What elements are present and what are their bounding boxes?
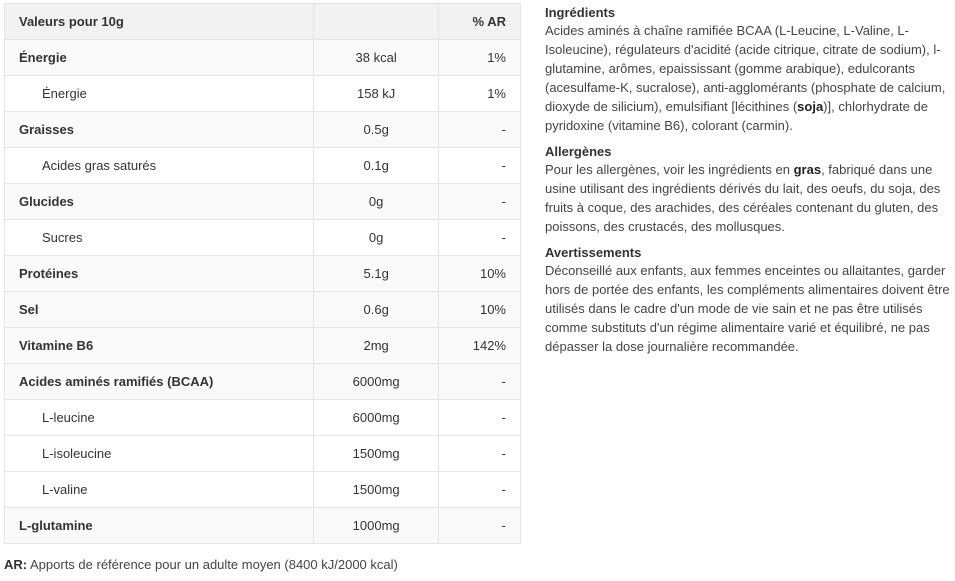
- table-row: [5, 364, 521, 400]
- table-row: [5, 472, 521, 508]
- table-row: [5, 256, 521, 292]
- ar-footnote: [4, 557, 398, 572]
- allergens-title: Allergènes: [545, 144, 612, 159]
- nutrient-name: L-leucine: [5, 400, 314, 436]
- table-row: [5, 112, 521, 148]
- header-value: [314, 4, 439, 40]
- nutrient-name: Glucides: [5, 184, 314, 220]
- nutrient-value: 158 kJ: [314, 76, 439, 112]
- nutrient-value: 1500mg: [314, 436, 439, 472]
- nutrient-value: 0.1g: [314, 148, 439, 184]
- table-row: [5, 508, 521, 544]
- nutrient-name: L-glutamine: [5, 508, 314, 544]
- nutrient-name: Graisses: [5, 112, 314, 148]
- nutrient-ar: 1%: [439, 76, 521, 112]
- ingredients-allergen-bold: soja: [797, 99, 824, 114]
- warnings-title: Avertissements: [545, 245, 642, 260]
- ar-footnote-text: Apports de référence pour un adulte moyen (8400 kJ/2000 kcal): [27, 557, 398, 572]
- table-row: [5, 220, 521, 256]
- nutrient-name: Acides gras saturés: [5, 148, 314, 184]
- table-row: [5, 292, 521, 328]
- ar-footnote-label: AR:: [4, 557, 28, 572]
- table-row: [5, 40, 521, 76]
- nutrient-name: Énergie: [5, 76, 314, 112]
- nutrient-ar: -: [439, 472, 521, 508]
- product-info-panel: [545, 4, 950, 364]
- nutrient-value: 2mg: [314, 328, 439, 364]
- ingredients-text-part: Acides aminés à chaîne ramifiée BCAA (L-Leucine, L-Valine, L-Isoleucine), régulateurs d'acidité (acide citrique, citrate de sodium), l-glutamine, arômes, epaississant (gomme arabique), edulcorants (acesulfame-K, sucralose), anti-agglomérants (phosphate de calcium, dioxyde de silicium), emulsifiant [lécithines (: [545, 23, 946, 114]
- warnings-text: Déconseillé aux enfants, aux femmes enceintes ou allaitantes, garder hors de portée des enfants, les compléments alimentaires doivent être utilisés dans le cadre d'un mode de vie sain et ne pas être utilisés comme substituts d'un régime alimentaire varié et équilibré, ne pas dépasser la dose journalière recommandée.: [545, 263, 950, 354]
- nutrient-ar: -: [439, 184, 521, 220]
- nutrient-value: 0g: [314, 220, 439, 256]
- nutrient-ar: 10%: [439, 292, 521, 328]
- nutrient-ar: -: [439, 112, 521, 148]
- ingredients-section: [545, 4, 950, 135]
- nutrient-ar: -: [439, 220, 521, 256]
- table-row: [5, 400, 521, 436]
- nutrient-value: 6000mg: [314, 364, 439, 400]
- nutrient-value: 38 kcal: [314, 40, 439, 76]
- allergens-section: [545, 143, 950, 236]
- ingredients-text: [545, 21, 950, 135]
- table-row: [5, 76, 521, 112]
- nutrient-ar: -: [439, 436, 521, 472]
- nutrition-table-body: [5, 40, 521, 544]
- nutrition-table: [4, 3, 521, 544]
- nutrient-name: Énergie: [5, 40, 314, 76]
- nutrient-name: L-valine: [5, 472, 314, 508]
- nutrient-value: 1500mg: [314, 472, 439, 508]
- table-row: [5, 328, 521, 364]
- table-row: [5, 436, 521, 472]
- nutrient-ar: 10%: [439, 256, 521, 292]
- nutrient-value: 0.6g: [314, 292, 439, 328]
- table-header-row: [5, 4, 521, 40]
- nutrient-ar: -: [439, 364, 521, 400]
- table-row: [5, 184, 521, 220]
- header-ar: % AR: [439, 4, 521, 40]
- allergens-text-part: , fabriqué dans une usine utilisant des ingrédients dérivés du lait, des oeufs, du soja, des fruits à coque, des arachides, des céréales contenant du gluten, des poissons, des crustacés, des mollusques.: [545, 162, 941, 234]
- nutrient-ar: -: [439, 400, 521, 436]
- allergens-text: [545, 160, 950, 236]
- table-row: [5, 148, 521, 184]
- nutrient-name: L-isoleucine: [5, 436, 314, 472]
- allergens-text-part: Pour les allergènes, voir les ingrédients en: [545, 162, 794, 177]
- ingredients-title: Ingrédients: [545, 5, 616, 20]
- warnings-section: [545, 244, 950, 356]
- nutrient-name: Sel: [5, 292, 314, 328]
- nutrient-ar: 1%: [439, 40, 521, 76]
- nutrient-value: 0.5g: [314, 112, 439, 148]
- nutrient-ar: 142%: [439, 328, 521, 364]
- nutrient-name: Protéines: [5, 256, 314, 292]
- nutrient-ar: -: [439, 148, 521, 184]
- nutrient-ar: -: [439, 508, 521, 544]
- nutrient-value: 6000mg: [314, 400, 439, 436]
- nutrient-name: Acides aminés ramifiés (BCAA): [5, 364, 314, 400]
- nutrient-value: 5.1g: [314, 256, 439, 292]
- nutrient-name: Vitamine B6: [5, 328, 314, 364]
- ingredients-text-part: )], chlorhydrate de pyridoxine (vitamine B6), colorant (carmin).: [545, 99, 928, 133]
- nutrient-value: 1000mg: [314, 508, 439, 544]
- nutrient-value: 0g: [314, 184, 439, 220]
- header-name: Valeurs pour 10g: [5, 4, 314, 40]
- allergens-bold: gras: [793, 162, 822, 177]
- nutrient-name: Sucres: [5, 220, 314, 256]
